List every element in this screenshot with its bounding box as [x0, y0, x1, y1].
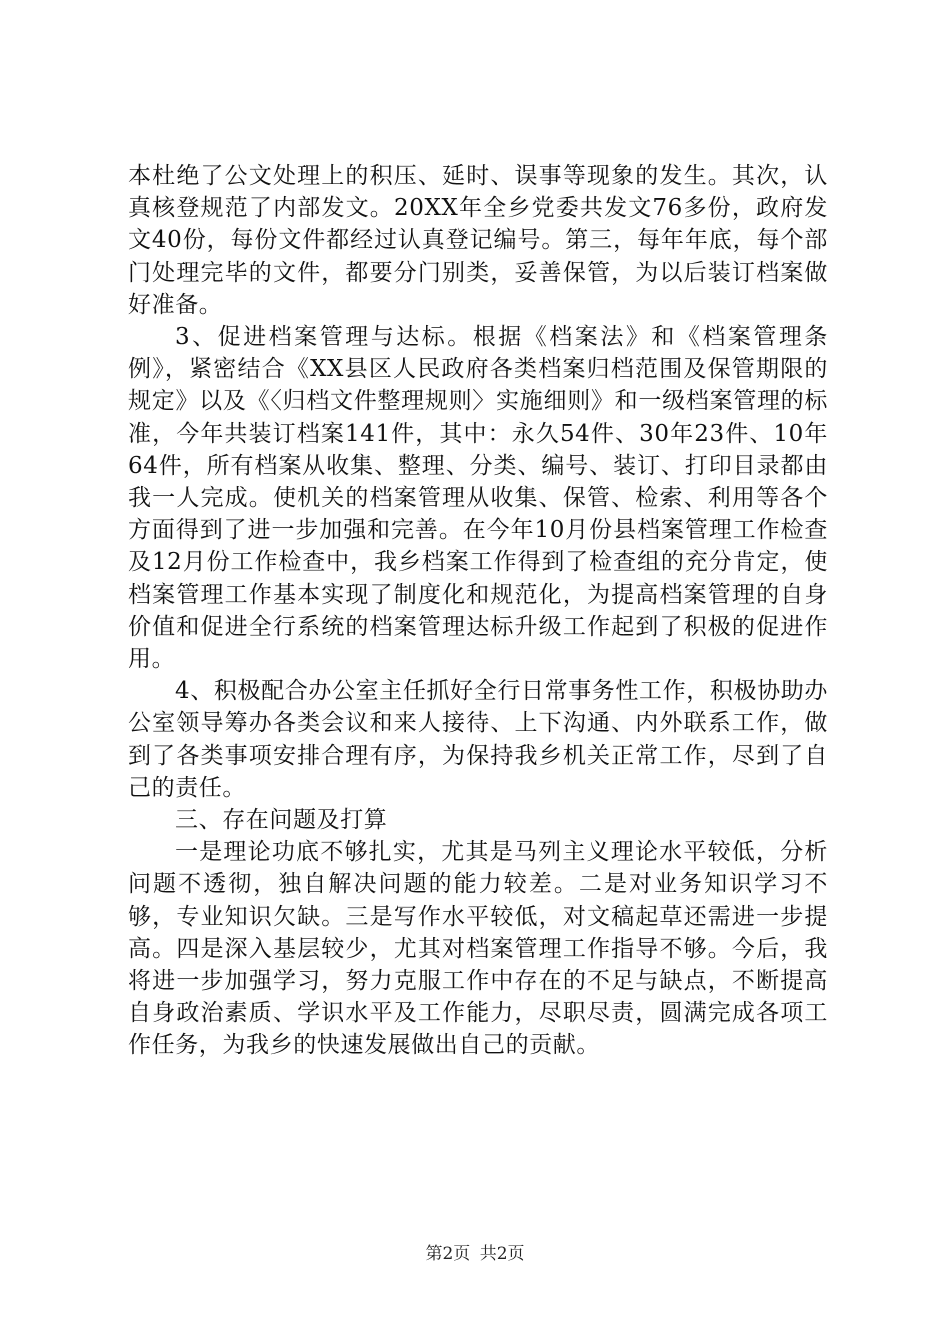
document-body	[128, 160, 828, 1062]
section-heading-problems: 三、存在问题及打算	[175, 807, 388, 834]
paragraph-continuation: 本杜绝了公文处理上的积压、延时、误事等现象的发生。其次，认真核登规范了内部发文。20XX年全乡党委共发文76多份，政府发文40份，每份文件都经过认真登记编号。第三，每年年底，每个部门处理完毕的文件，都要分门别类，妥善保管，为以后装订档案做好准备。	[128, 163, 828, 318]
paragraph-office-assistance: 4、积极配合办公室主任抓好全行日常事务性工作，积极协助办公室领导筹办各类会议和来人接待、上下沟通、内外联系工作，做到了各类事项安排合理有序，为保持我乡机关正常工作，尽到了自己的责任。	[128, 678, 828, 801]
paragraph-problems-plans: 一是理论功底不够扎实，尤其是马列主义理论水平较低，分析问题不透彻，独自解决问题的能力较差。二是对业务知识学习不够，专业知识欠缺。三是写作水平较低，对文稿起草还需进一步提高。四是深入基层较少，尤其对档案管理工作指导不够。今后，我将进一步加强学习，努力克服工作中存在的不足与缺点，不断提高自身政治素质、学识水平及工作能力，尽职尽责，圆满完成各项工作任务，为我乡的快速发展做出自己的贡献。	[128, 839, 828, 1059]
paragraph-archive-management: 3、促进档案管理与达标。根据《档案法》和《档案管理条例》，紧密结合《XX县区人民政府各类档案归档范围及保管期限的规定》以及《〈归档文件整理规则〉实施细则》和一级档案管理的标准，今年共装订档案141件，其中：永久54件、30年23件、10年64件，所有档案从收集、整理、分类、编号、装订、打印目录都由我一人完成。使机关的档案管理从收集、保管、检索、利用等各个方面得到了进一步加强和完善。在今年10月份县档案管理工作检查及12月份工作检查中，我乡档案工作得到了检查组的充分肯定，使档案管理工作基本实现了制度化和规范化，为提高档案管理的自身价值和促进全行系统的档案管理达标升级工作起到了积极的促进作用。	[128, 324, 828, 673]
page-footer	[0, 1243, 950, 1265]
page-total: 共2页	[479, 1244, 525, 1264]
page-number: 第2页	[425, 1244, 471, 1264]
